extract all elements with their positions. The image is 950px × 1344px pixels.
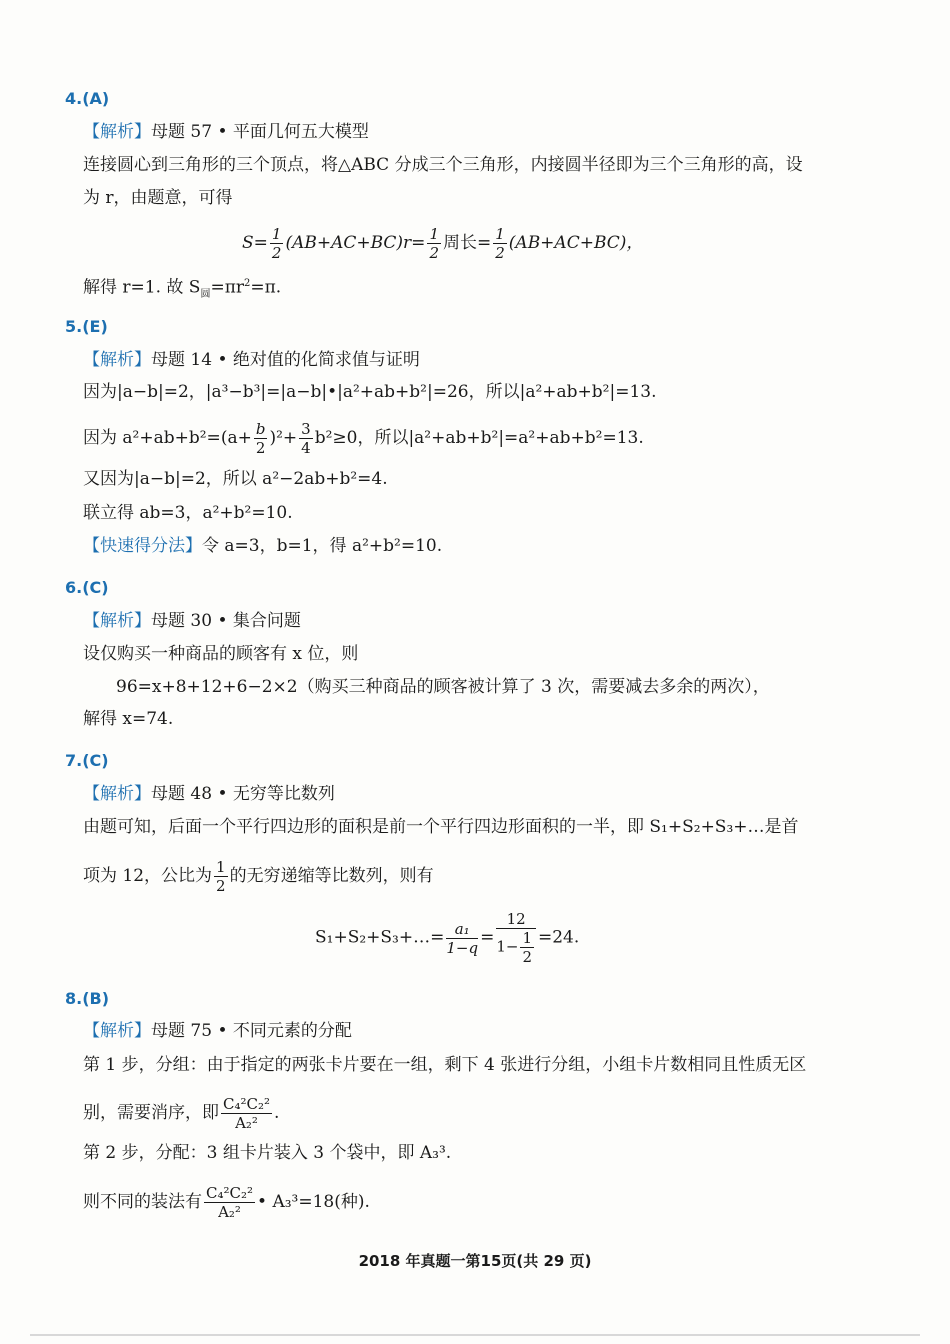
q8-text-2: 别，需要消序，即 $\frac{\text{C₄²C₂²}}{\text{A₂²}}$ . [83,1095,280,1132]
q4-header [65,88,109,110]
q8-text-1: 第 1 步，分组：由于指定的两张卡片要在一组，剩下 4 张进行分组，小组卡片数相同且性质无区 [83,1055,807,1075]
q5-quick: 【快速得分法】令 a=3，b=1，得 a²+b²=10. [83,536,443,556]
q6-header [65,577,109,599]
q7-frac-a1: $\frac{\text{a₁}}{1-q}$ [446,919,479,957]
q4-frac-3: $\frac{1}{2}$ [495,225,505,262]
q5-analysis-tag: 【解析】 [83,350,151,370]
q7-topic: 母题 48 • 无穷等比数列 [151,784,335,804]
q8-topic-line [83,1020,352,1042]
q7-frac-ratio: $\frac{1}{2}$ [216,858,226,895]
q6-text-3: 解得 x=74. [83,709,174,729]
q8-answer: (B) [82,989,110,1008]
q8-frac-total: $\frac{\text{C₄²C₂²}}{\text{A₂²}}$ [206,1184,254,1221]
q8-topic: 母题 75 • 不同元素的分配 [151,1021,352,1041]
q4-number: 4. [65,89,83,108]
q5-header [65,316,108,338]
q4-analysis-tag: 【解析】 [83,122,151,142]
q6-answer: (C) [82,578,109,597]
q7-header [65,750,109,772]
q8-text-4: 则不同的装法有 $\frac{\text{C₄²C₂²}}{\text{A₂²}}$ • A₃³=18(种). [83,1184,370,1221]
q6-topic: 母题 30 • 集合问题 [151,611,301,631]
q5-frac-b2: $\frac{b}{2}$ [255,420,266,457]
q7-frac-12: 12 1− $\frac{1}{2}$ [496,910,536,966]
q5-topic: 母题 14 • 绝对值的化简求值与证明 [151,350,420,370]
q8-frac-group: $\frac{\text{C₄²C₂²}}{\text{A₂²}}$ [223,1095,271,1132]
q7-text-1: 由题可知，后面一个平行四边形的面积是前一个平行四边形面积的一半，即 S₁+S₂+S₃+…是首 [83,817,799,837]
q6-analysis-tag: 【解析】 [83,611,151,631]
q7-analysis-tag: 【解析】 [83,784,151,804]
q5-number: 5. [65,317,83,336]
q7-topic-line [83,783,335,805]
q6-text-1: 设仅购买一种商品的顾客有 x 位，则 [83,644,359,664]
q8-header [65,988,109,1010]
q6-topic-line [83,610,301,632]
q4-answer: (A) [82,89,110,108]
q5-text-2: 因为 a²+ab+b²=(a+ $\frac{b}{2}$ )²+ $\frac{3}{4}$ b²≥0，所以|a²+ab+b²|=a²+ab+b²=13. [83,420,644,457]
bottom-divider [30,1334,920,1336]
q4-topic: 母题 57 • 平面几何五大模型 [151,122,369,142]
q4-text-1: 连接圆心到三角形的三个顶点，将△ABC 分成三个三角形，内接圆半径即为三个三角形的高，设 [83,155,803,175]
q6-number: 6. [65,578,83,597]
q5-frac-34: $\frac{3}{4}$ [301,420,311,457]
q4-solution: 解得 r=1. 故 $S_圆=\pi r^2=\pi$. [83,277,282,301]
q5-text-4: 联立得 ab=3，a²+b²=10. [83,503,293,523]
q8-number: 8. [65,989,83,1008]
q8-text-3: 第 2 步，分配：3 组卡片装入 3 个袋中，即 A₃³. [83,1143,452,1163]
page-footer: 2018 年真题一第15页(共 29 页) [358,1252,592,1270]
q4-formula: S= $\frac{1}{2}$ (AB+AC+BC)r= $\frac{1}{2}$ 周长= $\frac{1}{2}$ (AB+AC+BC)， [242,225,644,262]
q4-text-2: 为 r，由题意，可得 [83,188,233,208]
q8-analysis-tag: 【解析】 [83,1021,151,1041]
q4-topic-line [83,121,369,143]
q4-frac-2: $\frac{1}{2}$ [429,225,439,262]
q7-text-2: 项为 12，公比为 $\frac{1}{2}$ 的无穷递缩等比数列，则有 [83,858,434,895]
q5-text-1: 因为|a−b|=2，|a³−b³|=|a−b|•|a²+ab+b²|=26，所以|a²+ab+b²|=13. [83,382,657,402]
q5-topic-line [83,349,420,371]
q5-answer: (E) [82,317,108,336]
q4-frac-1: $\frac{1}{2}$ [271,225,282,262]
q7-number: 7. [65,751,83,770]
q5-quick-tag: 【快速得分法】 [83,536,202,556]
q6-equation: 96=x+8+12+6−2×2（购买三种商品的顾客被计算了 3 次，需要减去多余的两次）， [116,677,770,697]
q7-answer: (C) [82,751,109,770]
q7-formula: S₁+S₂+S₃+…= $\frac{\text{a₁}}{1-q}$ = 12 1− $\frac{1}{2}$ =24. [315,910,580,966]
q5-text-3: 又因为|a−b|=2，所以 a²−2ab+b²=4. [83,469,388,489]
